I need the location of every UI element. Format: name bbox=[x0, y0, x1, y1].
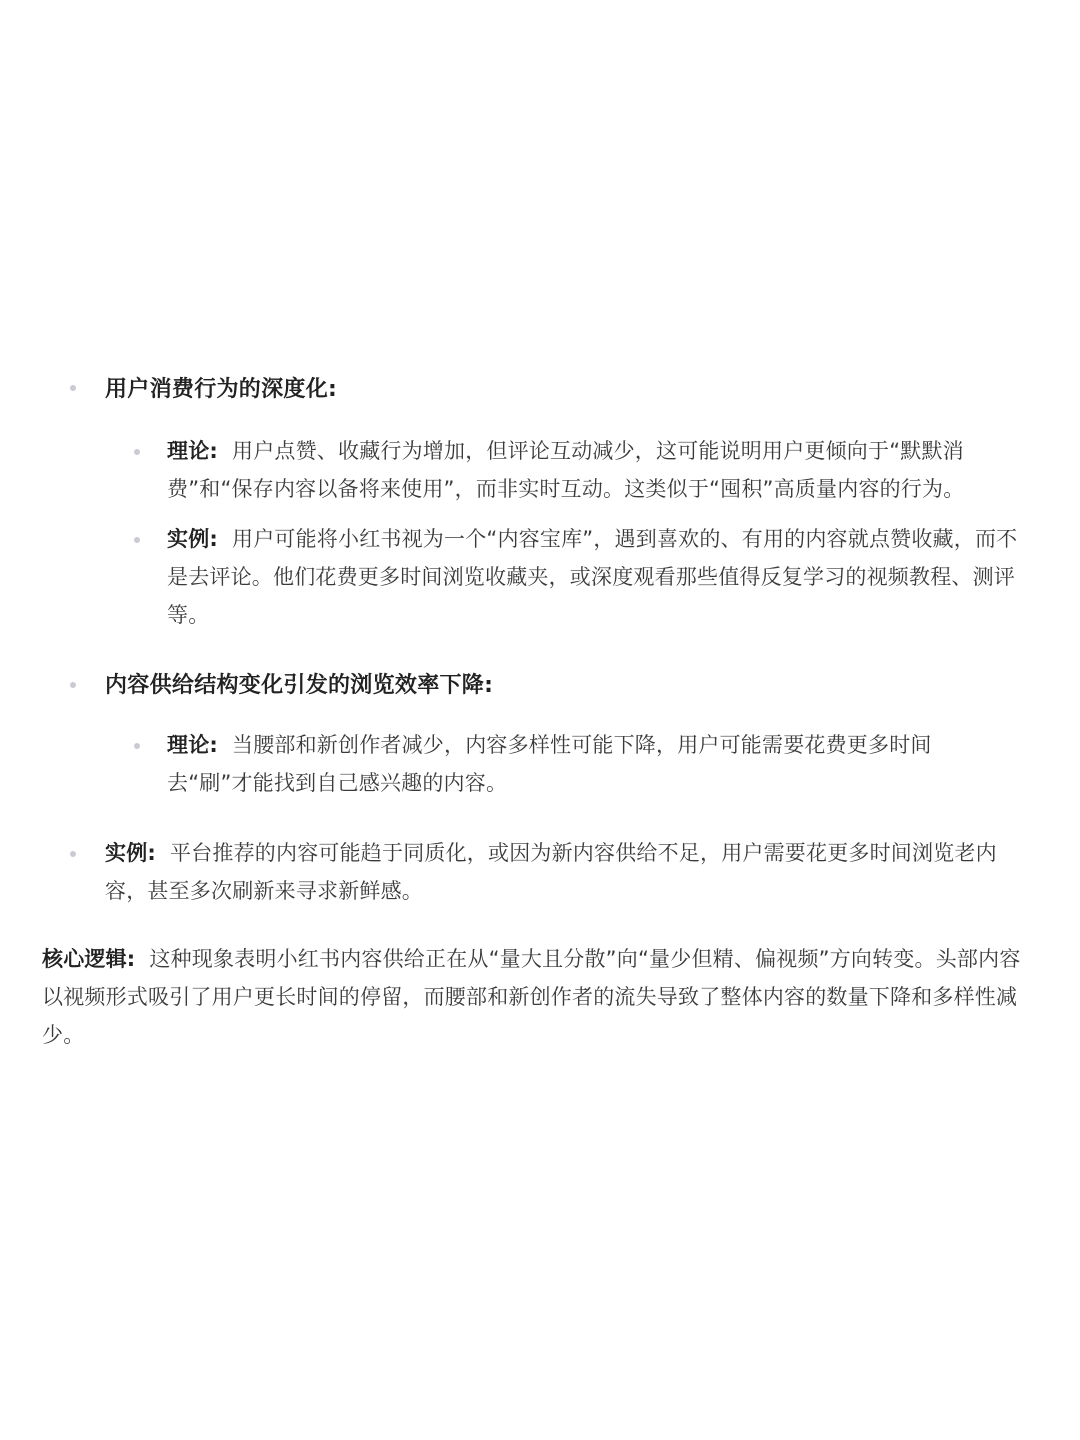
item-label: 理论: bbox=[167, 733, 218, 757]
bullet-dot bbox=[134, 537, 140, 543]
bullet-dot bbox=[70, 682, 76, 688]
item-label: 实例: bbox=[105, 841, 156, 865]
core-logic-text: 这种现象表明小红书内容供给正在从“量大且分散”向“量少但精、偏视频”方向转变。头部内容以视频形式吸引了用户更长时间的停留，而腰部和新创作者的流失导致了整体内容的数量下降和多样性减少。 bbox=[42, 947, 1021, 1047]
item-text: 用户可能将小红书视为一个“内容宝库”，遇到喜欢的、有用的内容就点赞收藏，而不是去评论。他们花费更多时间浏览收藏夹，或深度观看那些值得反复学习的视频教程、测评等。 bbox=[167, 527, 1018, 627]
list-item bbox=[167, 726, 1017, 802]
core-logic-label: 核心逻辑: bbox=[42, 947, 136, 971]
section-heading: 内容供给结构变化引发的浏览效率下降: bbox=[105, 673, 494, 698]
core-logic-paragraph bbox=[42, 940, 1037, 1054]
item-label: 实例: bbox=[167, 527, 218, 551]
list-item bbox=[167, 520, 1027, 634]
section-heading: 用户消费行为的深度化: bbox=[105, 377, 338, 402]
item-text: 平台推荐的内容可能趋于同质化，或因为新内容供给不足，用户需要花更多时间浏览老内容，甚至多次刷新来寻求新鲜感。 bbox=[105, 841, 997, 903]
item-label: 理论: bbox=[167, 439, 218, 463]
bullet-dot bbox=[70, 851, 76, 857]
list-item bbox=[105, 834, 1035, 910]
bullet-dot bbox=[70, 385, 76, 391]
item-text: 用户点赞、收藏行为增加，但评论互动减少，这可能说明用户更倾向于“默默消费”和“保存内容以备将来使用”，而非实时互动。这类似于“囤积”高质量内容的行为。 bbox=[167, 439, 965, 501]
item-text: 当腰部和新创作者减少，内容多样性可能下降，用户可能需要花费更多时间去“刷”才能找到自己感兴趣的内容。 bbox=[167, 733, 932, 795]
bullet-dot bbox=[134, 449, 140, 455]
list-item bbox=[167, 432, 1037, 508]
bullet-dot bbox=[134, 743, 140, 749]
